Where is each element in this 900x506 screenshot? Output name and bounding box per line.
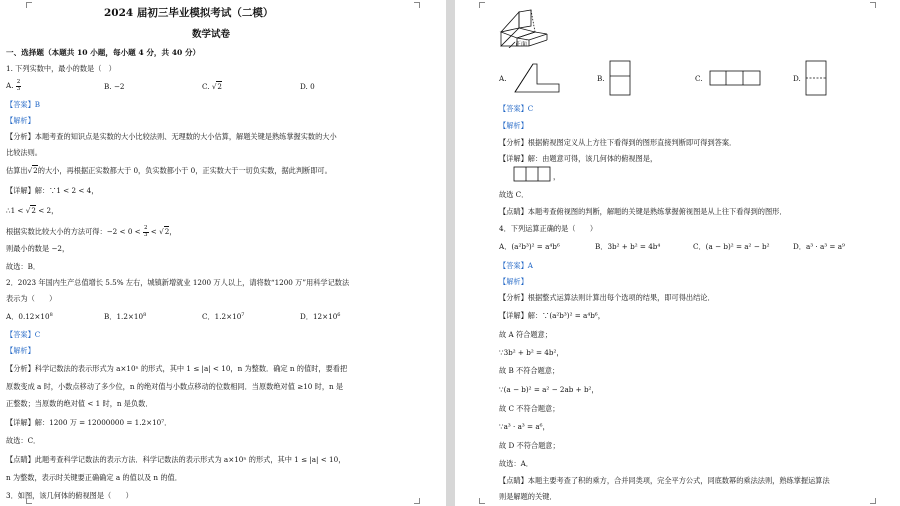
q4-option-b: B．3b² + b² = 4b⁴ [595, 242, 661, 251]
q1-detail: ∴1 < √2 < 2， [6, 206, 59, 215]
q3-jiexi: 【解析】 [499, 121, 528, 130]
q4-step: 故 C 不符合题意； [499, 404, 560, 413]
q4-step: 故 D 不符合题意； [499, 441, 560, 450]
crop-mark [870, 498, 876, 504]
q4-jiexi: 【解析】 [499, 277, 528, 286]
q2-remark: n 为整数，表示时关键要正确确定 a 的值以及 n 的值． [6, 473, 182, 482]
q4-option-c: C．(a − b)² = a² − b² [693, 242, 770, 251]
q3-detail: 【详解】解：由题意可得，该几何体的俯视图是， [499, 154, 658, 163]
q1-option-c: C. √2 [202, 82, 222, 91]
q4-analysis: 【分析】根据整式运算法则计算出每个选项的结果，即可得出结论． [499, 293, 715, 302]
q4-stem: 4．下列运算正确的是（ ） [499, 224, 598, 233]
q2-option-c: C．$1.2\times 10^7$ [202, 312, 245, 321]
q3-option-d-figure [805, 60, 827, 96]
q3-option-a-figure [513, 62, 561, 94]
q3-option-b: B. [597, 74, 605, 83]
crop-mark [870, 2, 876, 8]
q4-option-a: A．(a²b³)² = a⁴b⁶ [499, 242, 560, 251]
q4-step: ∵3b² + b² = 4b²， [499, 348, 564, 357]
crop-mark [414, 498, 420, 504]
q3-remark: 【点睛】本题考查俯视图的判断，解题的关键是熟练掌握俯视图是从上往下看得到的图形． [499, 207, 787, 216]
q2-analysis: 正整数；当原数的绝对值 < 1 时，n 是负数． [6, 399, 153, 408]
q4-step: 故 B 不符合题意； [499, 366, 560, 375]
q2-stem: 2．2023 年国内生产总值增长 5.5% 左右，城镇新增就业 1200 万人以上，请将数“1200 万”用科学记数法 [6, 278, 350, 287]
exam-title: 2024 届初三毕业模拟考试（二模） [104, 7, 274, 19]
q2-answer: 【答案】C [6, 330, 41, 339]
exam-subtitle: 数学试卷 [192, 29, 231, 40]
q4-step: 故 A 符合题意； [499, 330, 552, 339]
section-heading: 一、选择题（本题共 10 小题，每小题 4 分，共 40 分） [6, 48, 201, 57]
q3-option-b-figure [609, 60, 631, 96]
q1-option-b: B. −2 [104, 82, 125, 91]
q2-jiexi: 【解析】 [6, 346, 35, 355]
q3-stem: 3．如图，该几何体的俯视图是（ ） [6, 491, 133, 500]
q1-detail: 根据实数比较大小的方法可得：−2 < 0 < $\frac{2}{3}$ < √2， [6, 225, 177, 238]
crop-mark [479, 2, 485, 8]
q4-step: ∵(a − b)² = a² − 2ab + b²， [499, 385, 599, 394]
q3-option-c: C. [695, 74, 703, 83]
q2-option-d: D．$12\times 10^6$ [300, 312, 341, 321]
q1-stem: 1. 下列实数中，最小的数是（ ） [6, 64, 116, 73]
q4-answer: 【答案】A [499, 261, 533, 270]
q4-remark: 则是解题的关键． [499, 492, 557, 501]
q4-option-d: D．a³ · a³ = a⁹ [793, 242, 845, 251]
q3-conclusion: 故选 C． [499, 190, 529, 199]
q2-option-a: A．$0.12\times 10^8$ [6, 312, 53, 321]
q2-analysis: 原数变成 a 时，小数点移动了多少位，n 的绝对值与小数点移动的位数相同．当原数绝对值 ≥10 时，n 是 [6, 382, 344, 391]
q1-option-d: D. 0 [300, 82, 315, 91]
q4-conclusion: 故选：A． [499, 459, 533, 468]
q3-option-c-figure [709, 70, 761, 86]
q1-answer: 【答案】B [6, 100, 41, 109]
q3-option-a: A. [499, 74, 507, 83]
q1-analysis: 比较法则。 [6, 148, 42, 157]
q1-detail: 则最小的数是 −2， [6, 244, 70, 253]
comma-mark: ， [553, 172, 561, 181]
q4-detail: 【详解】解：∵(a²b³)² = a⁴b⁶， [499, 311, 605, 320]
crop-mark [414, 2, 420, 8]
q3-answer: 【答案】C [499, 104, 534, 113]
crop-mark [26, 2, 32, 8]
q4-step: ∵a³ · a³ = a⁶， [499, 422, 550, 431]
q2-analysis: 【分析】科学记数法的表示形式为 a×10ⁿ 的形式，其中 1 ≤ |a| < 10，n 为整数．确定 n 的值时，要看把 [6, 364, 348, 373]
front-label: 正面 [515, 41, 528, 48]
q2-conclusion: 故选：C． [6, 436, 41, 445]
q1-detail: 【详解】解：∵1 < 2 < 4， [6, 186, 99, 195]
q2-remark: 【点睛】此题考查科学记数法的表示方法．科学记数法的表示形式为 a×10ⁿ 的形式，其中 1 ≤ |a| < 10， [6, 455, 346, 464]
page-gap [446, 0, 455, 506]
q4-remark: 【点睛】本题主要考查了积的乘方，合并同类项，完全平方公式，同底数幂的乘法法则，熟练掌握运算法 [499, 476, 830, 485]
crop-mark [479, 498, 485, 504]
q3-analysis: 【分析】根据俯视图定义从上方往下看得到的图形直接判断即可得到答案． [499, 138, 737, 147]
q2-option-b: B．$1.2\times 10^8$ [104, 312, 147, 321]
q2-stem: 表示为（ ） [6, 294, 57, 303]
q1-jiexi: 【解析】 [6, 116, 35, 125]
q1-analysis: 估算出√2的大小，再根据正实数都大于 0，负实数都小于 0，正实数大于一切负实数，据此判断即可。 [6, 166, 332, 175]
q1-option-a: A. $\frac{2}{3}$ [6, 79, 21, 92]
q2-detail: 【详解】解：1200 万 = 12000000 = 1.2×10⁷． [6, 418, 172, 427]
q1-conclusion: 故选：B． [6, 262, 41, 271]
q1-analysis: 【分析】本题考查的知识点是实数的大小比较法则、无理数的大小估算，解题关键是熟练掌握实数的大小 [6, 132, 337, 141]
crop-mark [26, 498, 32, 504]
page-left [0, 0, 446, 506]
q3-topview-figure [513, 166, 551, 182]
page-right [455, 0, 900, 506]
q3-option-d: D. [793, 74, 801, 83]
